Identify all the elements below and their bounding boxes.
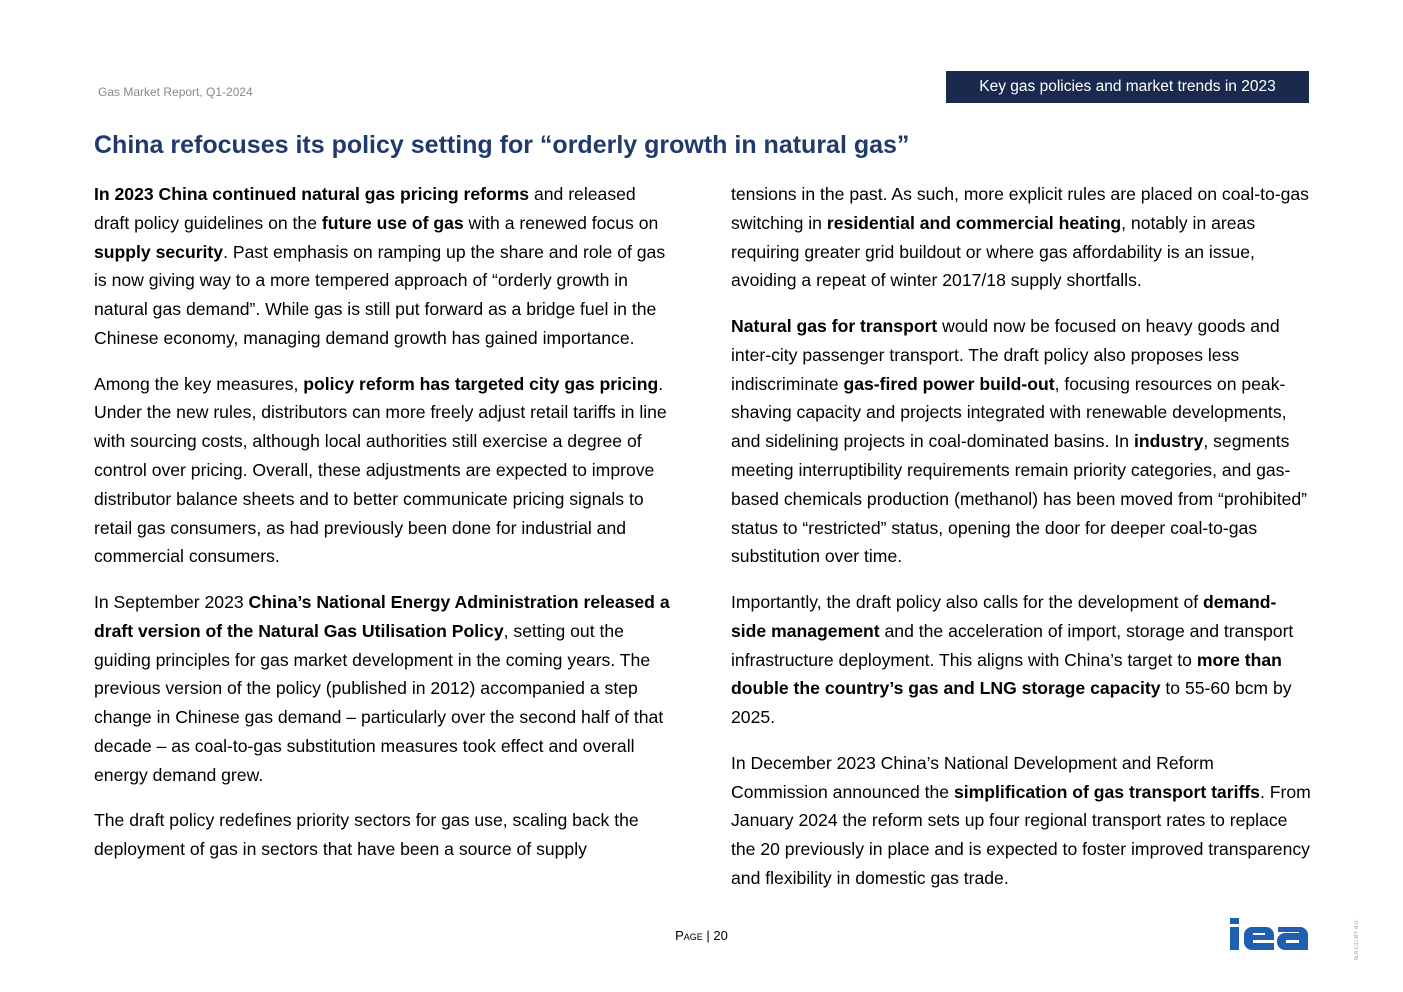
bold-text: demand-side management (731, 591, 1277, 641)
iea-logo-e (1244, 927, 1274, 950)
page-number (0, 928, 1403, 943)
page-label: Page (675, 928, 703, 943)
text-run: In December 2023 China’s National Development and Reform Commission announced the (731, 752, 1214, 802)
bold-text: Natural gas for transport (731, 315, 938, 336)
license-note: IEA CC BY 4.0. (1354, 919, 1360, 960)
text-run: . From January 2024 the reform sets up four regional transport rates to replace the 20 previously in place and is expected to foster improved transparency and flexibility in domestic gas trade. (731, 781, 1311, 888)
bold-text: simplification of gas transport tariffs (953, 781, 1260, 802)
bold-text: supply security (94, 241, 224, 262)
text-run: to 55-60 bcm by 2025. (731, 678, 1292, 728)
bold-text: more than double the country’s gas and LNG storage capacity (731, 649, 1282, 699)
left-text-column (94, 180, 674, 881)
paragraph (731, 180, 1311, 295)
bold-text: residential and commercial heating (826, 212, 1122, 233)
paragraph (94, 588, 674, 790)
paragraph (94, 370, 674, 572)
bold-text: future use of gas (321, 212, 464, 233)
bold-text: industry (1133, 431, 1204, 452)
paragraph (731, 312, 1311, 571)
text-run: and the acceleration of import, storage and transport infrastructure deployment. This aligns with China’s target to (731, 620, 1294, 670)
iea-logo-i-dot (1230, 918, 1239, 924)
right-text-column (731, 180, 1311, 910)
page-number-value: 20 (713, 928, 728, 943)
iea-logo (1228, 916, 1310, 952)
text-run: Importantly, the draft policy also calls for the development of (731, 591, 1204, 612)
bold-text: China’s National Energy Administration released a draft version of the Natural Gas Utilisation Policy (94, 591, 670, 641)
text-run: . Under the new rules, distributors can more freely adjust retail tariffs in line with sourcing costs, although local authorities still exercise a degree of control over pricing. Overall, these adjustments are expected to improve distributor balance sheets and to better communicate pricing signals to retail gas consumers, as had previously been done for industrial and commercial consumers. (94, 373, 667, 567)
text-run: In September 2023 (94, 591, 249, 612)
text-run: and released draft policy guidelines on the (94, 184, 636, 233)
page-title: China refocuses its policy setting for “orderly growth in natural gas” (94, 131, 910, 159)
paragraph (731, 749, 1311, 893)
paragraph (94, 180, 674, 353)
bold-text: gas-fired power build-out (843, 373, 1055, 394)
section-banner (946, 71, 1309, 103)
paragraph (94, 806, 674, 864)
text-run: , setting out the guiding principles for gas market development in the coming years. The previous version of the policy (published in 2012) accompanied a step change in Chinese gas demand – particularly over the second half of that decade – as coal-to-gas substitution measures took effect and overall energy demand grew. (94, 620, 664, 785)
text-run: , notably in areas requiring greater grid buildout or where gas affordability is an issue, avoiding a repeat of winter 2017/18 supply shortfalls. (731, 212, 1256, 291)
text-run: with a renewed focus on (463, 212, 659, 233)
section-banner-label: Key gas policies and market trends in 2023 (979, 78, 1276, 95)
text-run: The draft policy redefines priority sectors for gas use, scaling back the deployment of gas in sectors that have been a source of supply (94, 810, 639, 860)
bold-text: In 2023 China continued natural gas pricing reforms (94, 184, 530, 204)
text-run: tensions in the past. As such, more explicit rules are placed on coal-to-gas switching in (731, 184, 1309, 233)
bold-text: policy reform has targeted city gas pricing (303, 373, 659, 394)
iea-logo-a (1277, 927, 1308, 950)
text-run: , segments meeting interruptibility requirements remain priority categories, and gas-based chemicals production (methanol) has been moved from “prohibited” status to “restricted” status, opening the door for deeper coal-to-gas substitution over time. (731, 431, 1308, 567)
text-run: Among the key measures, (94, 373, 304, 394)
iea-logo-i-stem (1230, 927, 1239, 950)
report-header: Gas Market Report, Q1-2024 (98, 85, 253, 99)
page-separator: | (702, 928, 714, 943)
text-run: , focusing resources on peak-shaving capacity and projects integrated with renewable developments, and sidelining projects in coal-dominated basins. In (731, 373, 1287, 452)
text-run: would now be focused on heavy goods and inter-city passenger transport. The draft policy also proposes less indiscriminate (731, 315, 1280, 394)
text-run: . Past emphasis on ramping up the share and role of gas is now giving way to a more tempered approach of “orderly growth in natural gas demand”. While gas is still put forward as a bridge fuel in the Chinese economy, managing demand growth has gained importance. (94, 241, 666, 348)
paragraph (731, 588, 1311, 732)
